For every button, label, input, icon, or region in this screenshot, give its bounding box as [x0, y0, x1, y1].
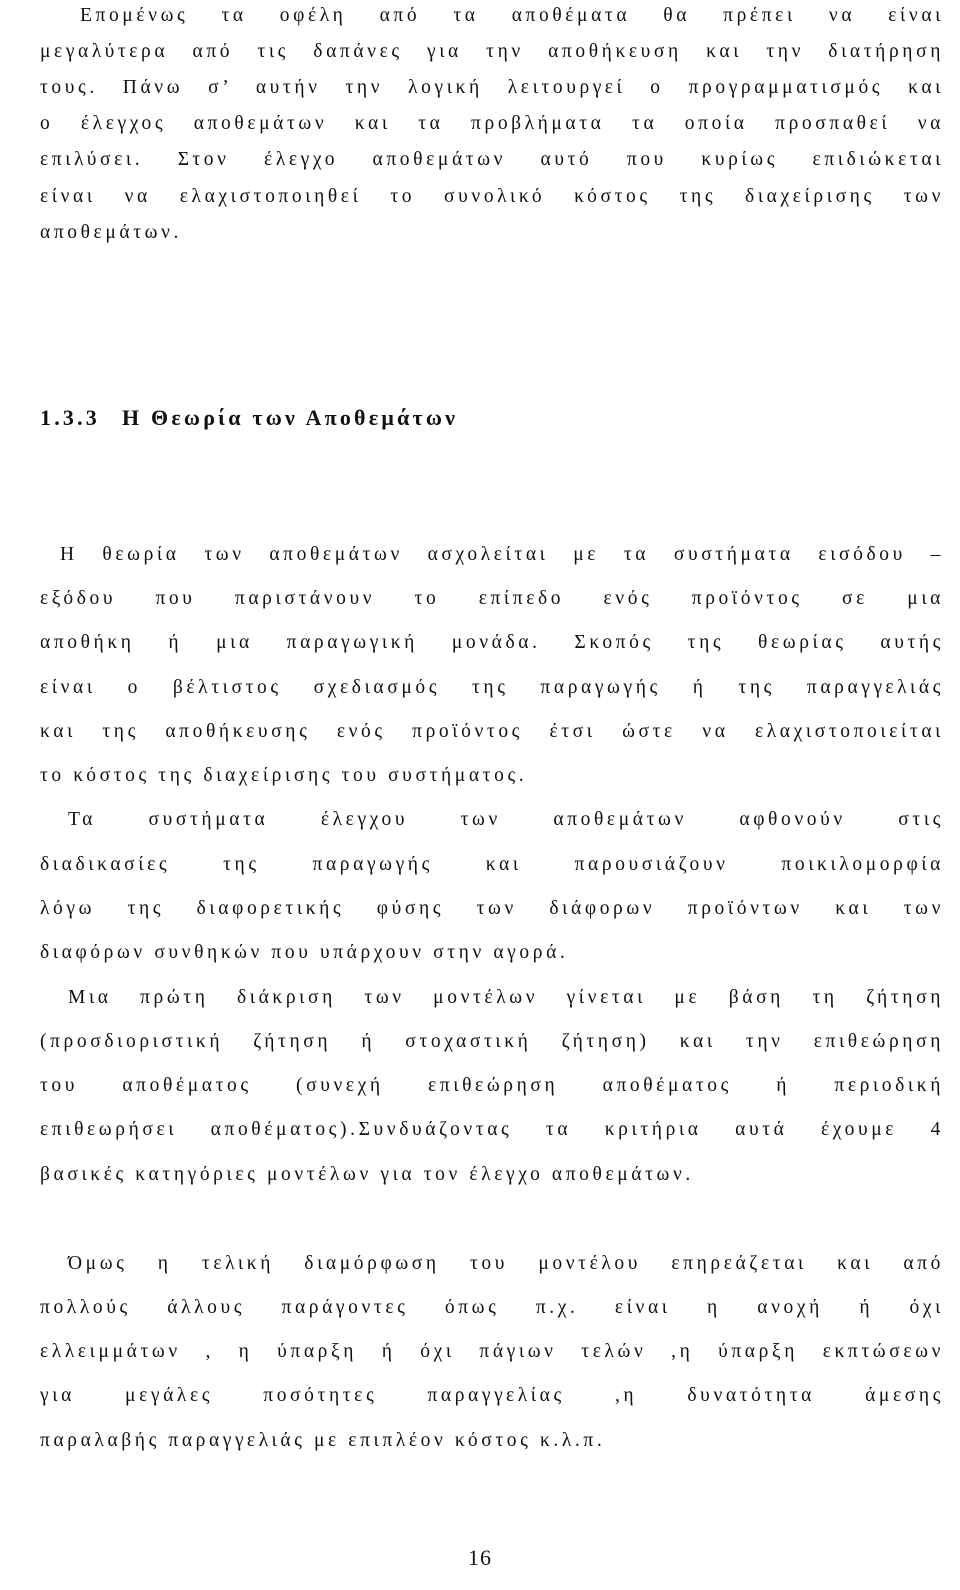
- text-line: διαδικασίες της παραγωγής και παρουσιάζουν ποικιλομορφία: [40, 854, 944, 875]
- text-line: είναι ο βέλτιστος σχεδιασμός της παραγωγής ή της παραγγελιάς: [40, 677, 944, 698]
- text-line: (προσδιοριστική ζήτηση ή στοχαστική ζήτηση) και την επιθεώρηση: [40, 1031, 944, 1052]
- text-line: πολλούς άλλους παράγοντες όπως π.χ. είναι η ανοχή ή όχι: [40, 1297, 944, 1318]
- section-title: Η Θεωρία των Αποθεμάτων: [122, 405, 459, 430]
- text-line: ο έλεγχος αποθεμάτων και τα προβλήματα τα οποία προσπαθεί να: [40, 113, 944, 134]
- text-line: διαφόρων συνθηκών που υπάρχουν στην αγορά.: [40, 942, 569, 963]
- text-line: παραλαβής παραγγελιάς με επιπλέον κόστος κ.λ.π.: [40, 1430, 606, 1451]
- text-line: αποθήκη ή μια παραγωγική μονάδα. Σκοπός της θεωρίας αυτής: [40, 632, 944, 653]
- text-line: επιλύσει. Στον έλεγχο αποθεμάτων αυτό που κυρίως επιδιώκεται: [40, 149, 944, 170]
- text-line: μεγαλύτερα από τις δαπάνες για την αποθήκευση και την διατήρηση: [40, 41, 944, 62]
- text-line: Επομένως τα οφέλη από τα αποθέματα θα πρέπει να είναι: [80, 5, 944, 26]
- text-line: για μεγάλες ποσότητες παραγγελίας ,η δυνατότητα άμεσης: [40, 1385, 944, 1406]
- text-line: και της αποθήκευσης ενός προϊόντος έτσι ώστε να ελαχιστοποιείται: [40, 721, 944, 742]
- text-line: του αποθέματος (συνεχή επιθεώρηση αποθέματος ή περιοδική: [40, 1075, 944, 1096]
- text-line: Η θεωρία των αποθεμάτων ασχολείται με τα συστήματα εισόδου –: [60, 544, 944, 565]
- text-line: εξόδου που παριστάνουν το επίπεδο ενός προϊόντος σε μια: [40, 588, 944, 609]
- text-line: Μια πρώτη διάκριση των μοντέλων γίνεται με βάση τη ζήτηση: [68, 987, 944, 1008]
- text-line: Όμως η τελική διαμόρφωση του μοντέλου επηρεάζεται και από: [68, 1253, 944, 1274]
- section-heading: [40, 404, 458, 432]
- text-line: τους. Πάνω σ’ αυτήν την λογική λειτουργεί ο προγραμματισμός και: [40, 77, 944, 98]
- section-number: 1.3.3: [40, 405, 100, 430]
- text-line: το κόστος της διαχείρισης του συστήματος.: [40, 765, 528, 786]
- text-line: ελλειμμάτων , η ύπαρξη ή όχι πάγιων τελών ,η ύπαρξη εκπτώσεων: [40, 1341, 944, 1362]
- text-line: λόγω της διαφορετικής φύσης των διάφορων προϊόντων και των: [40, 898, 944, 919]
- text-line: επιθεωρήσει αποθέματος).Συνδυάζοντας τα κριτήρια αυτά έχουμε 4: [40, 1119, 944, 1140]
- text-line: αποθεμάτων.: [40, 222, 182, 243]
- text-line: βασικές κατηγόριες μοντέλων για τον έλεγχο αποθεμάτων.: [40, 1164, 694, 1185]
- text-line: Τα συστήματα έλεγχου των αποθεμάτων αφθονούν στις: [68, 809, 944, 830]
- text-line: είναι να ελαχιστοποιηθεί το συνολικό κόστος της διαχείρισης των: [40, 186, 944, 207]
- page-number: 16: [468, 1545, 492, 1570]
